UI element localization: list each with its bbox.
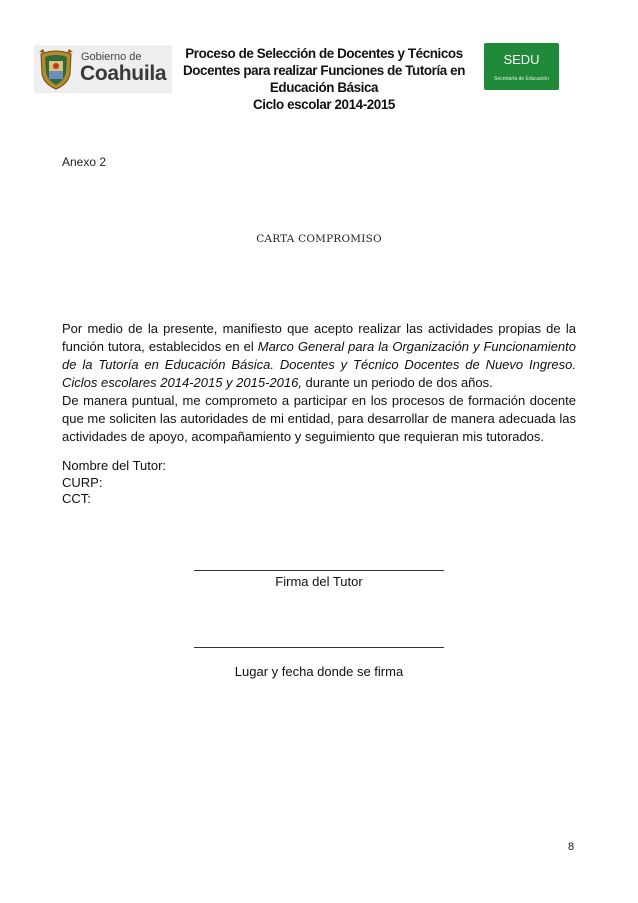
sedu-logo-text: SEDU — [503, 52, 540, 67]
header-title-line: Educación Básica — [269, 80, 379, 95]
paragraph-text: Por medio de la presente, manifiesto que acepto realizar las actividades propias de la función tutora, establecidos en el — [62, 321, 576, 354]
coahuila-crest-icon — [37, 48, 75, 90]
page-header — [0, 0, 638, 130]
signature-label-place-date: Lugar y fecha donde se firma — [234, 664, 404, 679]
field-curp: CURP: — [62, 474, 103, 490]
paragraph-italic-reference: Marco General para la Organización y Funcionamiento de la Tutoría en Educación Básica. Docentes y Técnico Docentes de Nuevo Ingreso. Ciclos escolares 2014-2015 y 2015-2016, — [62, 339, 576, 390]
annex-label: Anexo 2 — [62, 155, 107, 169]
field-tutor-name: Nombre del Tutor: — [62, 458, 167, 473]
paragraph-commitment — [62, 320, 576, 392]
header-title-line: Docentes para realizar Funciones de Tutoría en — [183, 63, 465, 78]
gobierno-coahuila-logo — [34, 45, 172, 93]
signature-label-tutor: Firma del Tutor — [275, 574, 363, 589]
paragraph-text: durante un periodo de dos años. — [301, 375, 493, 390]
signature-line-place-date — [194, 647, 444, 648]
document-title: CARTA COMPROMISO — [256, 233, 382, 245]
tutor-fields — [62, 458, 166, 508]
header-title-line: Ciclo escolar 2014-2015 — [253, 97, 395, 112]
paragraph-participation: De manera puntual, me comprometo a participar en los procesos de formación docente que me soliciten las autoridades de mi entidad, para desarrollar de manera adecuada las actividades de apoyo, acompañamiento y seguimiento que requieran mis tutorados. — [62, 393, 576, 444]
field-cct: CCT: — [62, 491, 91, 506]
logo-small-text: Gobierno de — [81, 51, 142, 63]
document-header-title — [174, 45, 474, 113]
logo-big-text: Coahuila — [80, 62, 167, 85]
signature-line-tutor — [194, 570, 444, 571]
page-number: 8 — [568, 841, 575, 853]
header-title-line: Proceso de Selección de Docentes y Técnicos — [185, 46, 463, 61]
sedu-logo-subtext: Secretaría de Educación — [494, 76, 549, 82]
sedu-logo — [484, 43, 559, 90]
